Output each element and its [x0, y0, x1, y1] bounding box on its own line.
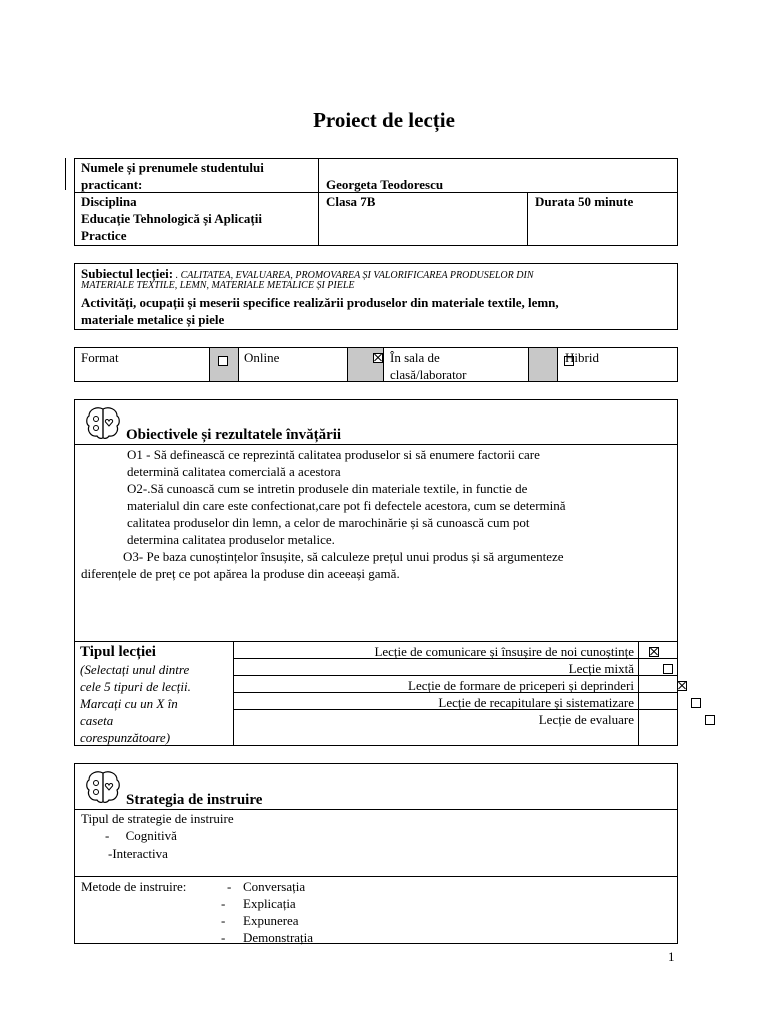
lesson-type-heading: Tipul lecției: [80, 644, 156, 660]
strategy-section: [74, 763, 678, 944]
strategy-heading: Strategia de instruire: [126, 792, 263, 808]
method-item: Demonstrația: [243, 930, 314, 945]
hybrid-label: Hibrid: [565, 350, 599, 365]
subject-small-2: MATERIALE TEXTILE, LEMN, MATERIALE METALICE ȘI PIELE: [81, 280, 355, 291]
format-label: Format: [81, 350, 119, 365]
brain-icon: [83, 768, 123, 808]
class-label: Clasa 7B: [326, 194, 376, 209]
objective-line: O1 - Să definească ce reprezintă calitatea produselor si să enumere factorii care: [127, 447, 540, 462]
student-label-2: practicant:: [81, 177, 143, 192]
objective-line: O3- Pe baza cunoștințelor însușite, să calculeze prețul unui produs și să argumenteze: [123, 549, 564, 564]
format-row: [74, 347, 678, 382]
online-checkbox[interactable]: [218, 356, 228, 366]
in-class-checkbox[interactable]: [373, 353, 383, 363]
methods-dash: -: [227, 879, 232, 894]
discipline-value-2: Practice: [81, 228, 127, 243]
method-item: Explicația: [243, 896, 296, 911]
objective-line: materialul din care este confectionat,care pot fi defectele acestora, cum se determină: [127, 498, 566, 513]
objective-line: O2-.Să cunoască cum se intretin produsele din materiale textile, in functie de: [127, 481, 528, 496]
student-name: Georgeta Teodorescu: [326, 177, 444, 192]
objectives-section: [74, 399, 678, 746]
lesson-type-note: (Selectați unul dintre cele 5 tipuri de lecții. Marcați cu un X în caseta corespunzătoare): [80, 662, 191, 745]
lesson-option-label: Lecție de formare de priceperi și deprinderi: [408, 678, 634, 693]
method-item: Expunerea: [243, 913, 299, 928]
lesson-option-label: Lecție de comunicare și însușire de noi cunoștințe: [374, 644, 634, 659]
discipline-label: Disciplina: [81, 194, 137, 209]
method-item: Conversația: [243, 879, 306, 894]
subject-small-1: . CALITATEA, EVALUAREA, PROMOVAREA ȘI VALORIFICAREA PRODUSELOR DIN: [173, 270, 534, 281]
subject-bold-2: materiale metalice și piele: [81, 312, 225, 327]
lesson-checkbox-skills[interactable]: [677, 681, 687, 691]
subject-label: Subiectul lecției:: [81, 266, 174, 281]
page-title: Proiect de lecție: [313, 108, 455, 132]
lesson-checkbox-communication[interactable]: [649, 647, 659, 657]
brain-icon: [83, 404, 123, 444]
online-label: Online: [244, 350, 280, 365]
margin-mark: [65, 158, 66, 190]
in-class-label-2: clasă/laborator: [390, 367, 467, 382]
objectives-text: [81, 446, 671, 582]
subject-bold-1: Activități, ocupații și meserii specifice realizării produselor din materiale textile, lemn,: [81, 295, 559, 310]
lesson-option-label: Lecție de evaluare: [538, 712, 634, 727]
objective-line: determină calitatea comercială a acestora: [127, 464, 341, 479]
objective-line: calitatea produselor din lemn, a celor de marochinărie și să cunoască cum pot: [127, 515, 530, 530]
subject-box: [74, 263, 678, 330]
strategy-type-label: Tipul de strategie de instruire: [81, 811, 234, 826]
strategy-type-item: - Cognitivă: [105, 828, 177, 843]
objective-line: determina calitatea produselor metalice.: [127, 532, 335, 547]
methods-dash: -: [221, 913, 226, 928]
lesson-checkbox-review[interactable]: [691, 698, 701, 708]
methods-dash: -: [221, 896, 226, 911]
info-table: [74, 158, 678, 246]
in-class-label: În sala de: [390, 350, 440, 365]
discipline-value: Educație Tehnologică și Aplicații: [81, 211, 262, 226]
lesson-option-label: Lecție de recapitulare și sistematizare: [438, 695, 634, 710]
page-number: 1: [668, 949, 675, 964]
objective-line: diferențele de preț ce pot apărea la produse din aceeași gamă.: [81, 566, 400, 581]
methods-label: Metode de instruire:: [81, 879, 187, 894]
lesson-checkbox-evaluation[interactable]: [705, 715, 715, 725]
duration-label: Durata 50 minute: [535, 194, 634, 209]
student-label: Numele și prenumele studentului: [81, 160, 264, 175]
methods-dash: -: [221, 930, 226, 945]
objectives-heading: Obiectivele și rezultatele învățării: [126, 427, 342, 443]
lesson-checkbox-mixed[interactable]: [663, 664, 673, 674]
lesson-option-label: Lecție mixtă: [568, 661, 634, 676]
strategy-type-item: -Interactiva: [108, 846, 168, 861]
